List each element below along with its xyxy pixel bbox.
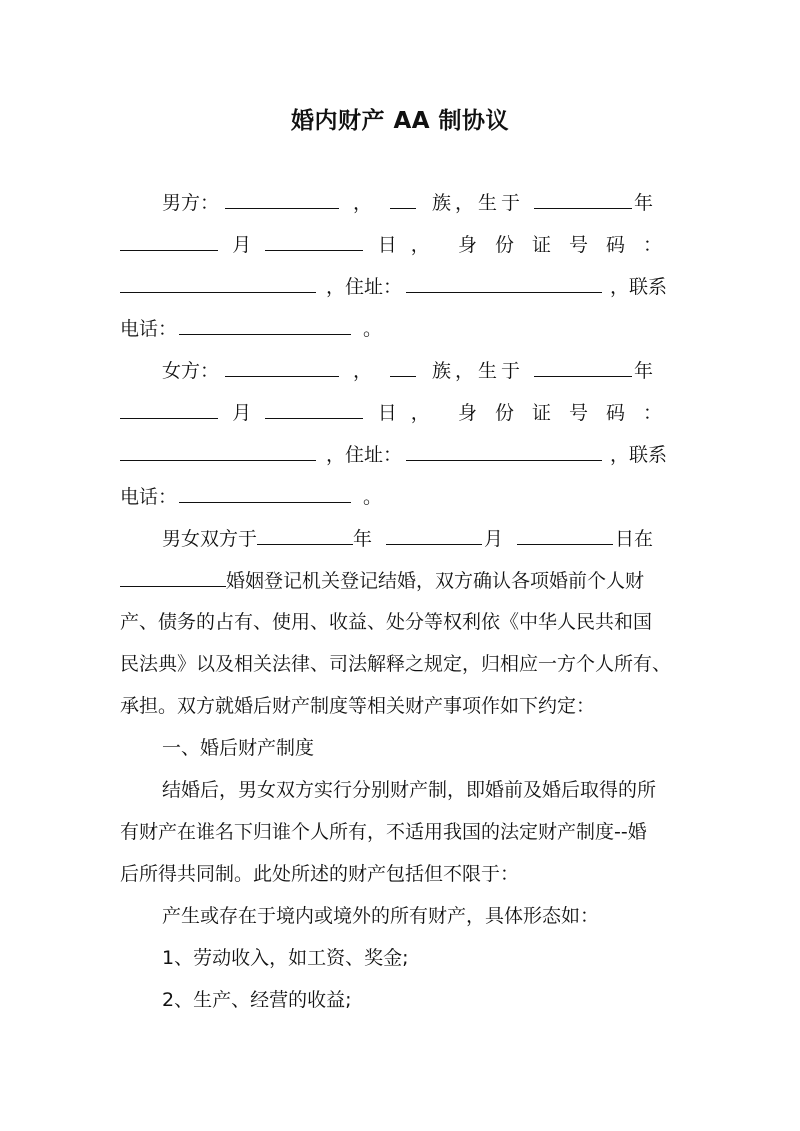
male-name-blank[interactable] (225, 186, 339, 209)
marriage-month-blank[interactable] (386, 522, 482, 545)
female-name-blank[interactable] (225, 354, 339, 377)
female-party-line-4: 电话： 。 (120, 480, 680, 512)
male-label: 男方： (162, 192, 220, 214)
section-1-para-line-1: 结婚后，男女双方实行分别财产制，即婚前及婚后取得的所 (162, 779, 657, 801)
female-party-line-1: 女方： ， 族，生于 年 (120, 354, 680, 386)
female-address-blank[interactable] (406, 438, 602, 461)
forms-intro: 产生或存在于境内或境外的所有财产，具体形态如： (162, 905, 600, 927)
marriage-line-5: 承担。双方就婚后财产制度等相关财产事项作如下约定： (120, 695, 596, 717)
female-birth-day-blank[interactable] (265, 396, 363, 419)
section-1-heading: 一、婚后财产制度 (162, 737, 315, 759)
male-party-line-1: 男方： ， 族，生于 年 (120, 186, 680, 218)
female-birth-year-blank[interactable] (534, 354, 632, 377)
list-item-1: 1、劳动收入，如工资、奖金; (162, 947, 409, 969)
female-ethnicity-blank[interactable] (390, 354, 416, 377)
female-birth-month-blank[interactable] (120, 396, 218, 419)
female-id-blank[interactable] (120, 438, 316, 461)
male-birth-year-blank[interactable] (534, 186, 632, 209)
male-birth-day-blank[interactable] (265, 228, 363, 251)
section-1-para-line-2: 有财产在谁名下归谁个人所有，不适用我国的法定财产制度--婚 (120, 821, 647, 843)
female-party-line-2: 月 日， 身份证号码： (120, 396, 680, 428)
list-item-2: 2、生产、经营的收益; (162, 989, 352, 1011)
marriage-line-2: 婚姻登记机关登记结婚，双方确认各项婚前个人财 (120, 564, 680, 596)
male-phone-blank[interactable] (179, 312, 351, 335)
registry-office-blank[interactable] (120, 564, 226, 587)
document-title: 婚内财产 AA 制协议 (290, 108, 510, 134)
section-1-para-line-3: 后所得共同制。此处所述的财产包括但不限于： (120, 863, 520, 885)
male-party-line-4: 电话： 。 (120, 312, 680, 344)
marriage-line-3: 产、债务的占有、使用、收益、处分等权利依《中华人民共和国 (120, 611, 653, 633)
male-ethnicity-blank[interactable] (390, 186, 416, 209)
male-id-blank[interactable] (120, 270, 316, 293)
marriage-line-4: 民法典》以及相关法律、司法解释之规定，归相应一方个人所有、 (120, 653, 672, 675)
female-phone-blank[interactable] (179, 480, 351, 503)
male-party-line-2: 月 日， 身份证号码： (120, 228, 680, 260)
female-party-line-3: ，住址： ，联系 (120, 438, 680, 470)
marriage-year-blank[interactable] (257, 522, 353, 545)
female-label: 女方： (162, 360, 220, 382)
male-address-blank[interactable] (406, 270, 602, 293)
marriage-line-1: 男女双方于 年 月 日在 (120, 522, 680, 554)
male-birth-month-blank[interactable] (120, 228, 218, 251)
marriage-day-blank[interactable] (517, 522, 613, 545)
male-party-line-3: ，住址： ，联系 (120, 270, 680, 302)
